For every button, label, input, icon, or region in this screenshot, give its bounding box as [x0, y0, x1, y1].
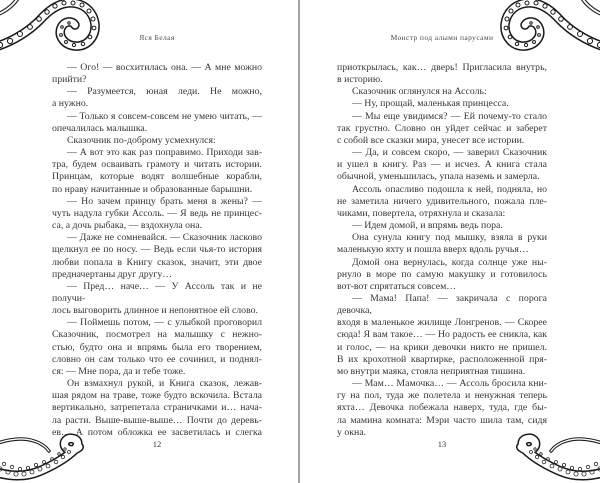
text-line: обычной, уменьшилась, упала наземь и замерла. — [337, 171, 540, 183]
text-line: и ушел в книгу. Раз — и исчез. А книга стала — [337, 159, 547, 171]
text-line: рнуло в море по самую макушку и готовилось — [337, 268, 547, 280]
text-line: тра, будем осваивать грамоту и читать истории. — [52, 159, 262, 171]
text-line: — Ого! — восхитилась она. — А мне можно — [67, 62, 262, 73]
text-line: — Мы еще увидимся? — Ей почему-то стало — [352, 110, 547, 122]
text-line: Сказочник, посмотрел на малышку с нежно- — [52, 329, 262, 341]
text-line: — Только я совсем-совсем не умею читать, — — [67, 110, 262, 122]
text-line: маленькую яхту и пошла вверх вдоль ручья… — [337, 244, 529, 256]
text-line: любви попала в Книгу сказок, значит, эти двое — [52, 256, 262, 268]
text-line: словно он сам только что ее сочинил, и поднял- — [52, 353, 262, 365]
page-gutter-divider — [298, 0, 300, 483]
text-line: так грустно. Словно он уйдет сейчас и заберет — [337, 122, 547, 134]
text-line: — Идем домой, и впрямь ведь пора. — [352, 220, 503, 232]
text-line: в историю. — [337, 74, 383, 86]
text-line: — Мама! Папа! — закричала с порога девочка, — [337, 292, 547, 317]
text-line: шая рядом на траве, тоже будто вскочила. Встала — [52, 390, 262, 402]
text-line: Сказочник по-доброму усмехнулся: — [67, 134, 216, 146]
text-line: Принцам, которые водят волшебные корабли, — [52, 171, 262, 183]
text-line: сюда! Я вам такое… — Но радость ее сникла, как — [337, 329, 547, 341]
running-header-author: Яся Белая — [139, 33, 175, 42]
text-line: — Разумеется, юная леди. Не можно, — [67, 86, 262, 98]
text-line: приоткрылась, как… дверь! Пригласила внутрь, — [337, 62, 547, 73]
text-line: — А вот это как раз поправимо. Приходи зав- — [67, 147, 262, 159]
text-line: чиками, повертела, отряхнула и сказала: — [337, 207, 506, 219]
text-line: яхта… Девочка побежала наверх, туда, где бы- — [337, 402, 547, 414]
text-line: Она сунула книгу под мышку, взяла в руки — [352, 232, 547, 244]
text-line: — Ну, прощай, маленькая принцесса. — [352, 98, 509, 110]
text-line: щелкнул ее по носу. — Ведь если чья-то история — [52, 244, 262, 256]
text-line: — Мам… Мамочка… — Ассоль бросила кни- — [352, 378, 547, 390]
text-line: ла расти. Выше-выше-выше… Почти до деревь- — [52, 414, 262, 426]
text-line: — Но зачем принцу брать меня в жены? — — [67, 195, 262, 207]
text-line: не заметила ничего удивительного, пожала пле- — [337, 195, 547, 207]
text-line: входя в маленькое жилище Лонгренов. — Скорее — [337, 317, 547, 329]
text-line: предначертаны друг другу… — [52, 268, 173, 280]
text-line: са, а дочь рыбака, — вздохнула она. — [52, 220, 203, 232]
text-line: ев… А потом обложка ее засветилась и слегка — [52, 426, 262, 438]
text-line: лось выговорить длинное и непонятное ей слово. — [52, 305, 258, 317]
text-line: — Да, и совсем скоро, — заверил Сказочник — [352, 147, 547, 159]
text-line: — Пред… наче… — У Ассоль так и не получи- — [52, 280, 262, 304]
page-right-text — [337, 62, 547, 439]
page-left-text — [52, 62, 262, 439]
page-number-right: 13 — [437, 439, 447, 449]
text-line: вертикально, затрепетала страничками и… нача- — [52, 402, 262, 414]
page-right[interactable] — [337, 0, 547, 483]
text-line: стью, будто она и впрямь была его творением, — [52, 341, 262, 353]
text-line: — Поймешь потом, — с улыбкой проговорил — [67, 317, 262, 329]
text-line: чуть надула губки Ассоль. — Я ведь не принцес- — [52, 207, 262, 219]
text-line: ла мамина комната: Мэри часто шила там, сидя — [337, 414, 547, 426]
text-line: по нраву начитанные и образованные барышни. — [52, 183, 253, 195]
text-line: В их крохотной квартирке, расположенной пря- — [337, 353, 547, 365]
text-line: ся: — Мне пора, да и тебе тоже. — [52, 365, 186, 377]
text-line: гу на пол, туда же полетела и ненужная теперь — [337, 390, 547, 402]
text-line: Ассоль опасливо подошла к ней, подняла, но — [352, 183, 547, 195]
text-line: мо внутри маяка, стояла неприятная тишина. — [337, 365, 526, 377]
text-line: и голос, — на крики девочки никто не пришел. — [337, 341, 547, 353]
text-line: опечалилась малышка. — [52, 122, 148, 134]
page-number-left: 12 — [152, 439, 162, 449]
text-line: с собой все сказки мира, унесет все истории. — [337, 134, 525, 146]
page-left[interactable] — [52, 0, 262, 483]
text-line: вот-вот спрятаться совсем… — [337, 280, 457, 292]
text-line: Домой она вернулась, когда солнце уже ны- — [352, 256, 547, 268]
text-line: у окна. — [337, 426, 367, 438]
text-line: — Даже не сомневайся. — Сказочник ласково — [67, 232, 262, 244]
running-header-title: Монстр под алыми парусами — [390, 33, 494, 42]
text-line: а нужно. — [52, 98, 89, 110]
text-line: Сказочник оглянулся на Ассоль: — [352, 86, 487, 98]
text-line: Он взмахнул рукой, и Книга сказок, лежав- — [67, 378, 262, 390]
text-line: прийти? — [52, 74, 87, 86]
